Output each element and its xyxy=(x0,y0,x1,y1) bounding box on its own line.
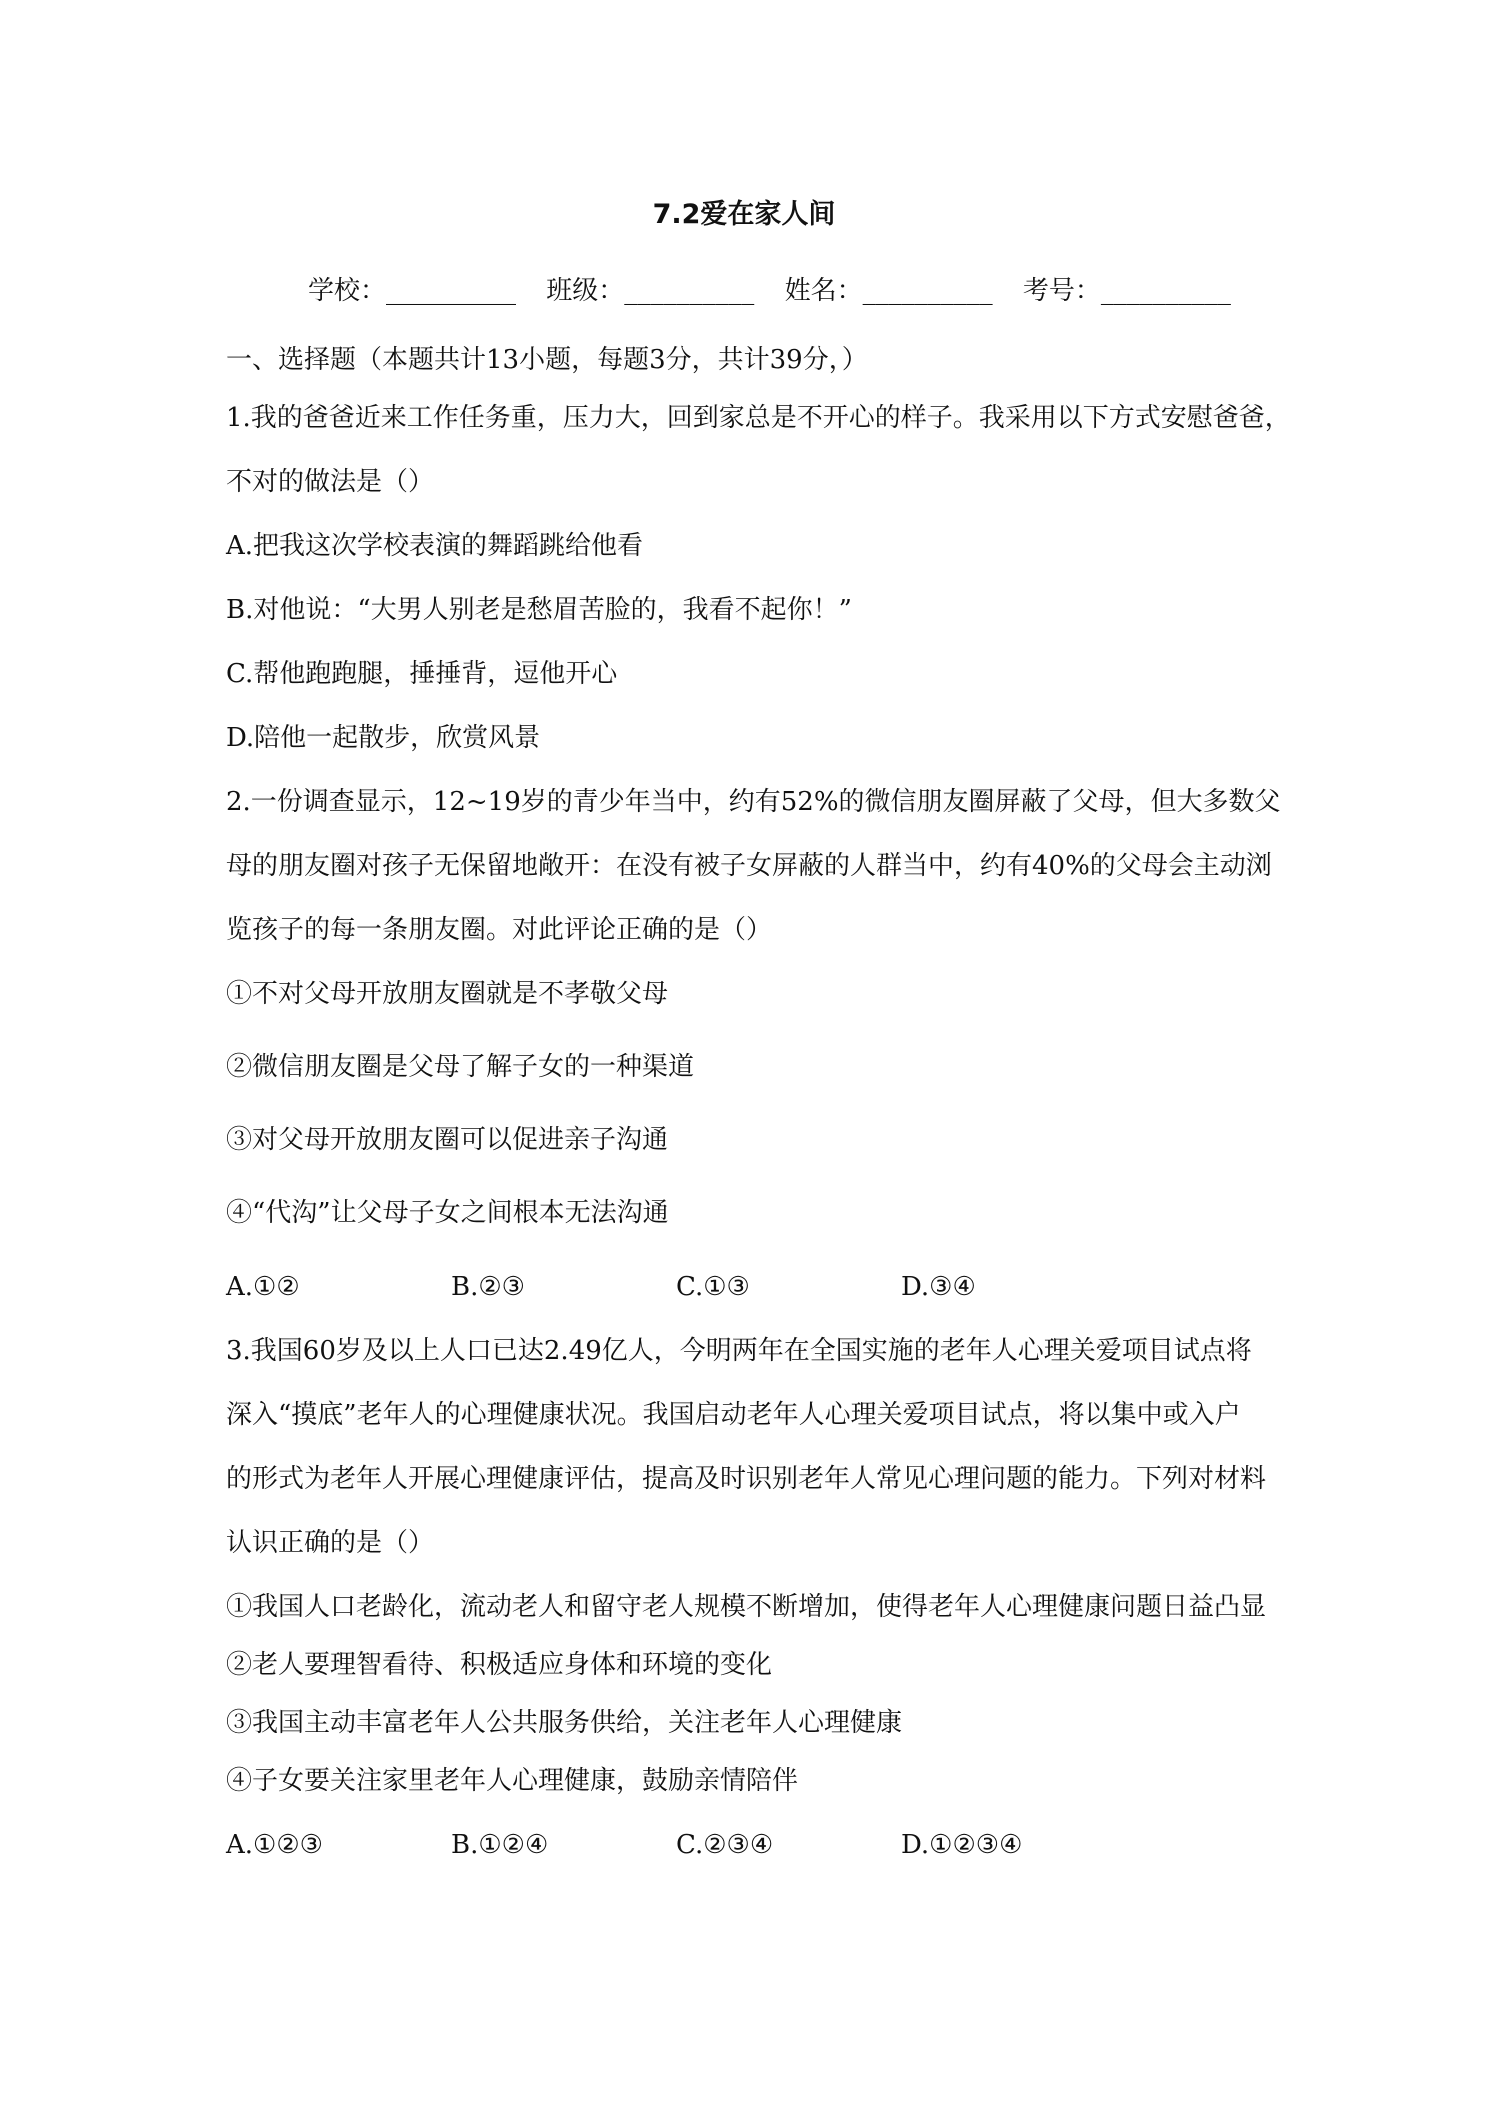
question-2-option-c: C.①③ xyxy=(676,1272,750,1302)
question-3-stem-line-2: 深入“摸底”老年人的心理健康状况。我国启动老年人心理关爱项目试点，将以集中或入户 xyxy=(226,1400,1241,1430)
document-body xyxy=(226,340,1291,1865)
student-info-line xyxy=(308,270,1231,307)
question-3-stem-line-1: 3.我国60岁及以上人口已达2.49亿人，今明两年在全国实施的老年人心理关爱项目试点将 xyxy=(226,1336,1252,1366)
question-1-option-a: A.把我这次学校表演的舞蹈跳给他看 xyxy=(226,531,644,561)
question-2 xyxy=(226,782,1281,1307)
question-2-options xyxy=(226,1267,1271,1307)
name-field: 姓名：__________ xyxy=(784,276,993,306)
question-3 xyxy=(226,1331,1271,1865)
question-3-options xyxy=(226,1825,1271,1865)
question-2-statement-4: ④“代沟”让父母子女之间根本无法沟通 xyxy=(226,1198,669,1228)
question-3-statement-3: ③我国主动丰富老年人公共服务供给，关注老年人心理健康 xyxy=(226,1708,903,1738)
school-field: 学校：__________ xyxy=(308,276,517,306)
question-3-option-a: A.①②③ xyxy=(226,1830,323,1860)
question-3-statement-4: ④子女要关注家里老年人心理健康，鼓励亲情陪伴 xyxy=(226,1766,799,1796)
question-3-option-b: B.①②④ xyxy=(451,1830,549,1860)
question-1-stem-line-2: 不对的做法是（） xyxy=(226,467,435,497)
question-2-statement-1: ①不对父母开放朋友圈就是不孝敬父母 xyxy=(226,979,669,1009)
question-3-statement-2: ②老人要理智看待、积极适应身体和环境的变化 xyxy=(226,1650,773,1680)
question-3-option-c: C.②③④ xyxy=(676,1830,774,1860)
question-1-option-d: D.陪他一起散步，欣赏风景 xyxy=(226,723,541,753)
document-title: 7.2爱在家人间 xyxy=(652,199,836,230)
question-2-stem-line-1: 2.一份调查显示，12~19岁的青少年当中，约有52%的微信朋友圈屏蔽了父母，但大多数父 xyxy=(226,787,1281,817)
question-2-statement-2: ②微信朋友圈是父母了解子女的一种渠道 xyxy=(226,1052,695,1082)
question-3-statement-1: ①我国人口老龄化，流动老人和留守老人规模不断增加，使得老年人心理健康问题日益凸显 xyxy=(226,1592,1267,1622)
class-field: 班级：__________ xyxy=(546,276,755,306)
question-2-option-d: D.③④ xyxy=(901,1272,976,1302)
question-2-option-a: A.①② xyxy=(226,1272,300,1302)
question-2-option-b: B.②③ xyxy=(451,1272,525,1302)
question-2-statement-3: ③对父母开放朋友圈可以促进亲子沟通 xyxy=(226,1125,669,1155)
question-1 xyxy=(226,398,1291,758)
question-1-option-c: C.帮他跑跑腿，捶捶背，逗他开心 xyxy=(226,659,618,689)
question-2-stem-line-3: 览孩子的每一条朋友圈。对此评论正确的是（） xyxy=(226,915,773,945)
question-3-stem-line-3: 的形式为老年人开展心理健康评估，提高及时识别老年人常见心理问题的能力。下列对材料 xyxy=(226,1464,1267,1494)
question-2-stem-line-2: 母的朋友圈对孩子无保留地敞开：在没有被子女屏蔽的人群当中，约有40%的父母会主动浏 xyxy=(226,851,1272,881)
section-heading: 一、选择题（本题共计13小题，每题3分，共计39分，） xyxy=(226,345,868,375)
exam-number-field: 考号：__________ xyxy=(1022,276,1231,306)
question-1-option-b: B.对他说：“大男人别老是愁眉苦脸的，我看不起你！” xyxy=(226,595,852,625)
question-3-stem-line-4: 认识正确的是（） xyxy=(226,1528,435,1558)
question-3-option-d: D.①②③④ xyxy=(901,1830,1023,1860)
question-1-stem-line-1: 1.我的爸爸近来工作任务重，压力大，回到家总是不开心的样子。我采用以下方式安慰爸爸， xyxy=(226,403,1291,433)
